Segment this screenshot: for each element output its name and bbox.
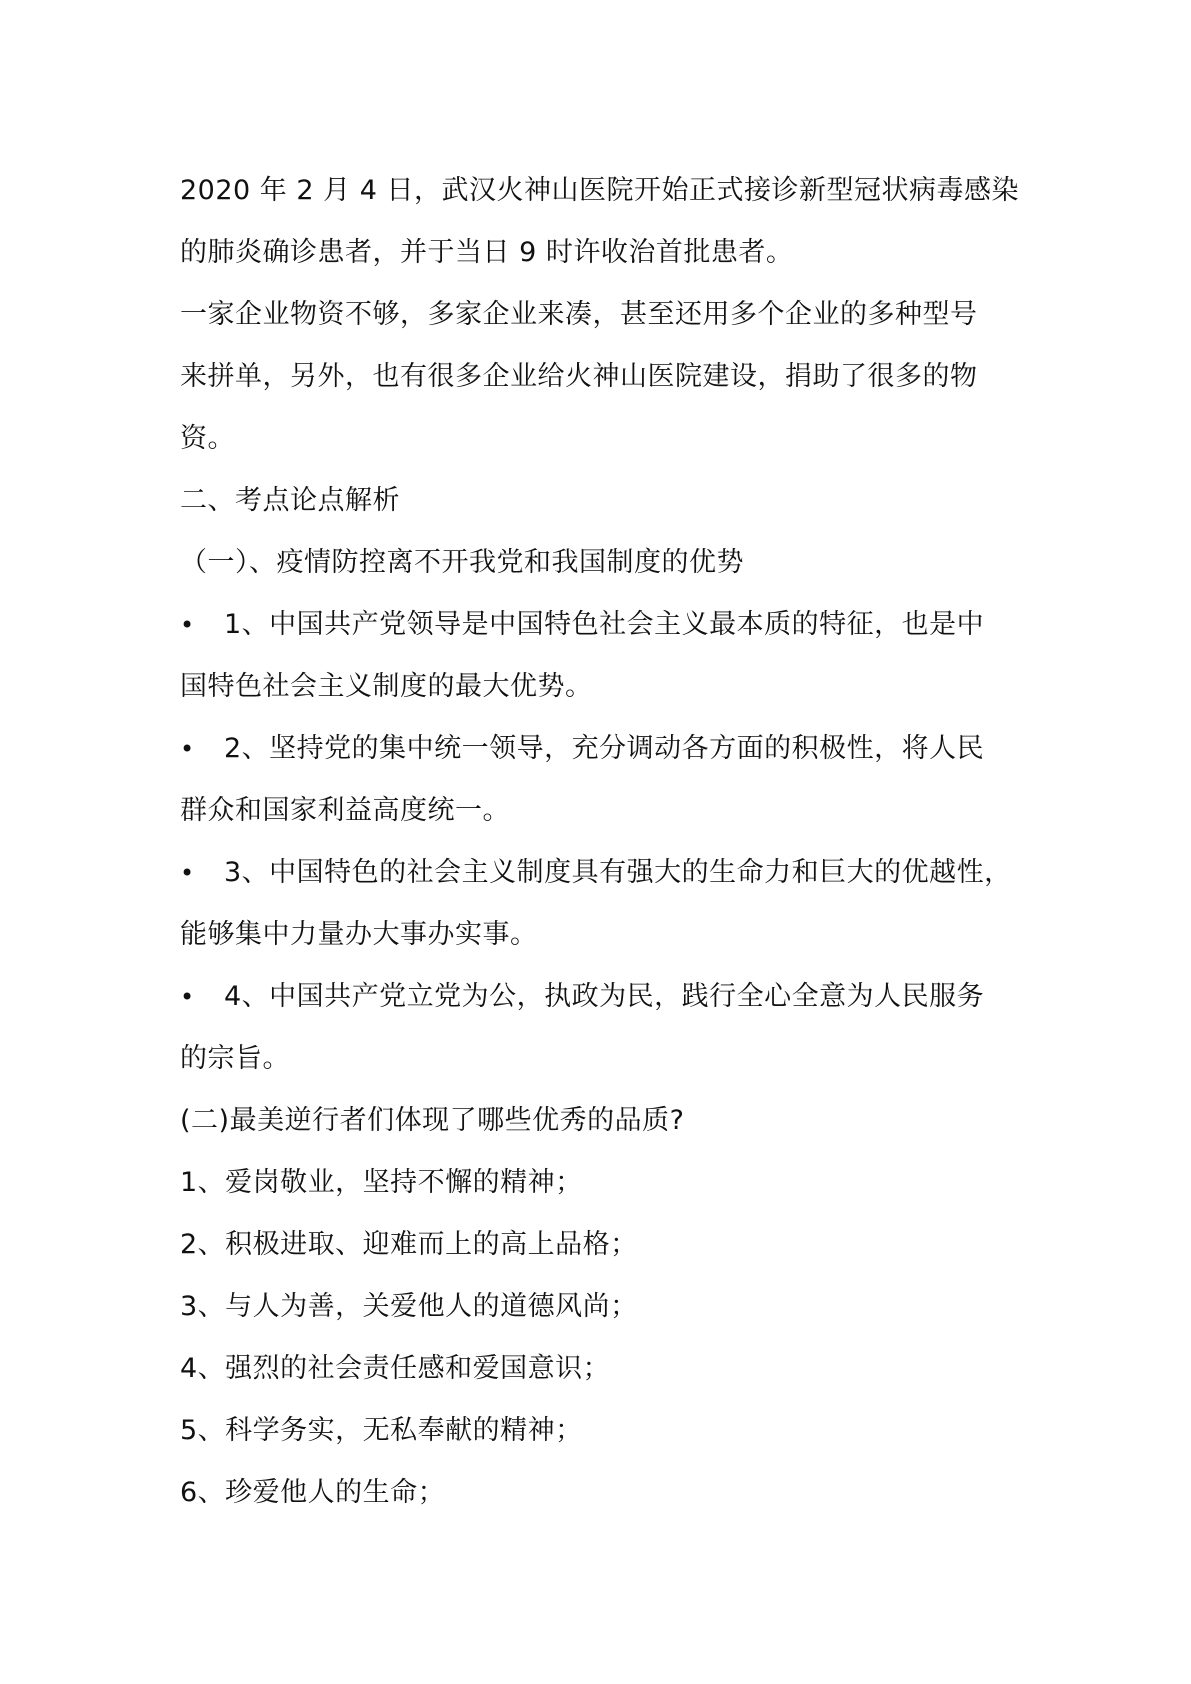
bullet-dot-icon: • [180, 859, 195, 887]
bullet-text-continued: 能够集中力量办大事办实事。 [180, 919, 538, 950]
bullet-dot-icon: • [180, 735, 195, 763]
paragraph-line: 来拼单，另外，也有很多企业给火神山医院建设，捐助了很多的物 [180, 361, 978, 392]
bullet-text: 4、中国共产党立党为公，执政为民，践行全心全意为人民服务 [224, 981, 985, 1012]
bullet-text: 2、坚持党的集中统一领导，充分调动各方面的积极性，将人民 [224, 733, 985, 764]
bullet-dot-icon: • [180, 983, 195, 1011]
list-item: 6、珍爱他人的生命； [180, 1477, 446, 1508]
bullet-text-continued: 国特色社会主义制度的最大优势。 [180, 671, 593, 702]
document-body [180, 160, 1020, 1524]
list-item: 5、科学务实，无私奉献的精神； [180, 1415, 583, 1446]
bullet-text: 1、中国共产党领导是中国特色社会主义最本质的特征，也是中 [224, 609, 985, 640]
qualities-list [180, 1152, 1020, 1524]
bullet-dot-icon: • [180, 611, 195, 639]
paragraph-line: 的肺炎确诊患者，并于当日 9 时许收治首批患者。 [180, 237, 794, 268]
bullet-item [180, 594, 1020, 718]
bullet-item [180, 718, 1020, 842]
paragraph-intro [180, 160, 1020, 284]
bullet-text-continued: 群众和国家利益高度统一。 [180, 795, 510, 826]
subsection-heading-1: （一）、疫情防控离不开我党和我国制度的优势 [180, 547, 744, 578]
paragraph-line: 资。 [180, 423, 235, 454]
bullet-text: 3、中国特色的社会主义制度具有强大的生命力和巨大的优越性， [224, 857, 1012, 888]
bullet-text-continued: 的宗旨。 [180, 1043, 290, 1074]
paragraph-donations [180, 284, 1020, 470]
paragraph-line: 2020 年 2 月 4 日，武汉火神山医院开始正式接诊新型冠状病毒感染 [180, 175, 1019, 206]
list-item: 2、积极进取、迎难而上的高上品格； [180, 1229, 638, 1260]
bullet-item [180, 842, 1020, 966]
paragraph-line: 一家企业物资不够，多家企业来凑，甚至还用多个企业的多种型号 [180, 299, 978, 330]
section-heading: 二、考点论点解析 [180, 485, 400, 516]
list-item: 1、爱岗敬业，坚持不懈的精神； [180, 1167, 583, 1198]
list-item: 4、强烈的社会责任感和爱国意识； [180, 1353, 611, 1384]
subsection-heading-2: (二)最美逆行者们体现了哪些优秀的品质? [180, 1105, 685, 1136]
list-item: 3、与人为善，关爱他人的道德风尚； [180, 1291, 638, 1322]
bullet-list [180, 594, 1020, 1090]
bullet-item [180, 966, 1020, 1090]
